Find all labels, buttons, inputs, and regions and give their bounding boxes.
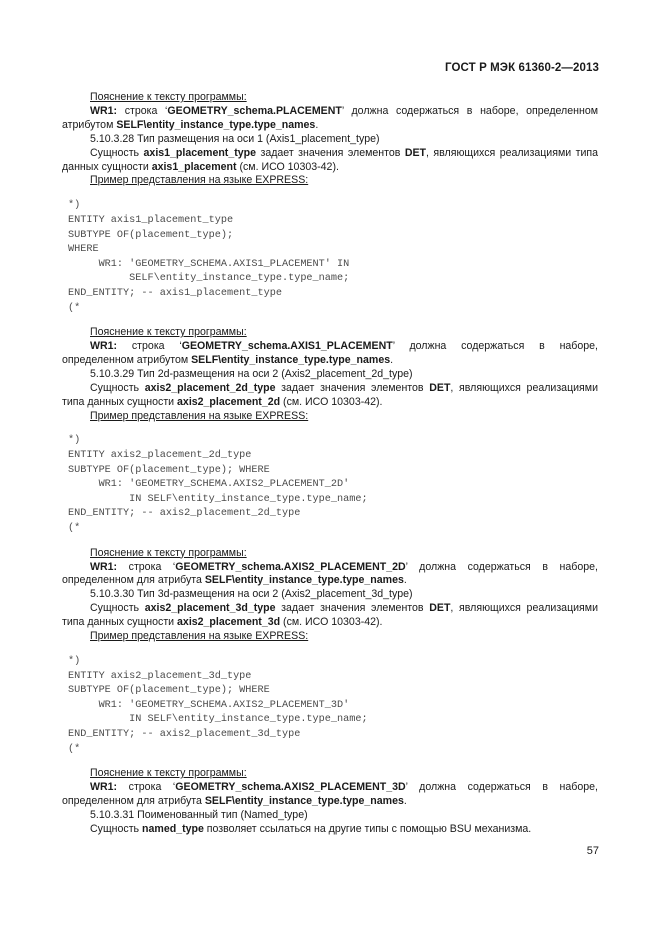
note-paragraph [62,105,598,133]
clause-heading: 5.10.3.28 Тип размещения на оси 1 (Axis1_placement_type) [90,132,380,145]
bold-term: GEOMETRY_schema.AXIS2_PLACEMENT_3D [175,781,406,793]
text-run: , являющихся реализациями типа данных сущности [62,602,598,629]
text-run: , являющихся реализациями типа данных сущности [62,381,598,408]
clause-heading: 5.10.3.31 Поименованный тип (Named_type) [90,808,308,821]
text-run: ’ должна содержаться в наборе, определенном для атрибута [62,560,598,587]
text-run: . [390,353,394,366]
bold-term: SELF\entity_instance_type.type_names [204,574,404,587]
bold-term: GEOMETRY_schema.AXIS1_PLACEMENT [181,340,393,352]
note-heading: Пояснение к тексту программы: [90,767,247,780]
note-heading: Пояснение к тексту программы: [90,546,247,559]
text-run: Сущность [90,381,145,394]
bold-term: axis1_placement_type [143,146,257,159]
bold-term: axis2_placement_3d [177,616,281,629]
page-number: 57 [586,845,599,857]
express-code-block: *) ENTITY axis2_placement_3d_type SUBTYPE OF(placement_type); WHERE WR1: 'GEOMETRY_SCHEMA.AXIS2_PLACEMENT_3D' IN SELF\entity_instance_type.type_name; END_ENTITY; -- axis2_placement_3d_type (* [68,655,368,755]
text-run: ’ должна содержаться в наборе, определенном атрибутом [62,104,599,131]
example-heading: Пример представления на языке EXPRESS: [90,174,309,187]
text-run: строка ‘ [117,560,176,573]
bold-term: DET [429,602,451,615]
bold-term: WR1: [90,104,118,117]
bold-term: GEOMETRY_schema.AXIS2_PLACEMENT_2D [175,560,406,573]
bold-term: SELF\entity_instance_type.type_names [191,353,391,366]
bold-term: DET [404,146,427,159]
text-run: ’ должна содержаться в наборе, определенном атрибутом [62,340,598,366]
text-run: Сущность [90,146,144,159]
note-paragraph [62,781,598,809]
bold-term: WR1: [90,781,118,793]
text-run: Сущность [90,602,145,615]
text-run: . [403,794,407,807]
bold-term: axis2_placement_3d_type [144,602,276,615]
clause-heading: 5.10.3.30 Тип 3d-размещения на оси 2 (Axis2_placement_3d_type) [90,588,413,601]
clause-heading: 5.10.3.29 Тип 2d-размещения на оси 2 (Axis2_placement_2d_type) [90,367,413,380]
description-paragraph [62,382,598,410]
note-heading: Пояснение к тексту программы: [90,326,247,339]
express-code-block: *) ENTITY axis1_placement_type SUBTYPE OF(placement_type); WHERE WR1: 'GEOMETRY_SCHEMA.AXIS1_PLACEMENT' IN SELF\entity_instance_type.type_name; END_ENTITY; -- axis1_placement_type (* [68,200,350,314]
bold-term: axis1_placement [151,160,237,173]
text-run: , являющихся реализациями типа данных сущности [62,146,598,173]
bold-term: axis2_placement_2d [177,395,281,408]
text-run: задает значения элементов [275,381,430,394]
example-heading: Пример представления на языке EXPRESS: [90,409,309,422]
note-heading: Пояснение к тексту программы: [90,91,247,103]
text-run: (см. ИСО 10303-42). [280,395,383,408]
text-run: строка ‘ [117,781,176,793]
text-run: . [403,574,407,587]
text-run: (см. ИСО 10303-42). [280,616,383,629]
text-run: . [315,118,319,131]
document-header: ГОСТ Р МЭК 61360-2—2013 [445,62,599,74]
bold-term: named_type [142,822,204,835]
text-run: Сущность [90,822,143,835]
description-paragraph [62,147,598,175]
bold-term: SELF\entity_instance_type.type_names [116,118,316,131]
text-run: строка ‘ [117,104,168,117]
express-code-block: *) ENTITY axis2_placement_2d_type SUBTYPE OF(placement_type); WHERE WR1: 'GEOMETRY_SCHEMA.AXIS2_PLACEMENT_2D' IN SELF\entity_instance_type.type_name; END_ENTITY; -- axis2_placement_2d_type (* [68,435,368,534]
text-run: позволяет ссылаться на другие типы с помощью BSU механизма. [203,822,532,835]
bold-term: WR1: [90,560,118,573]
text-run: задает значения элементов [275,602,430,615]
bold-term: WR1: [90,340,118,352]
bold-term: axis2_placement_2d_type [144,381,276,394]
page-content [62,91,598,837]
text-run: ’ должна содержаться в наборе, определенном для атрибута [62,781,598,807]
note-paragraph [62,340,598,368]
text-run: строка ‘ [117,340,182,352]
description-paragraph [62,823,598,837]
text-run: (см. ИСО 10303-42). [236,160,339,173]
description-paragraph [62,602,598,630]
text-run: задает значения элементов [256,146,405,159]
note-paragraph [62,561,598,589]
example-heading: Пример представления на языке EXPRESS: [90,630,309,643]
bold-term: SELF\entity_instance_type.type_names [204,794,404,807]
bold-term: GEOMETRY_schema.PLACEMENT [167,104,342,117]
bold-term: DET [429,381,451,394]
